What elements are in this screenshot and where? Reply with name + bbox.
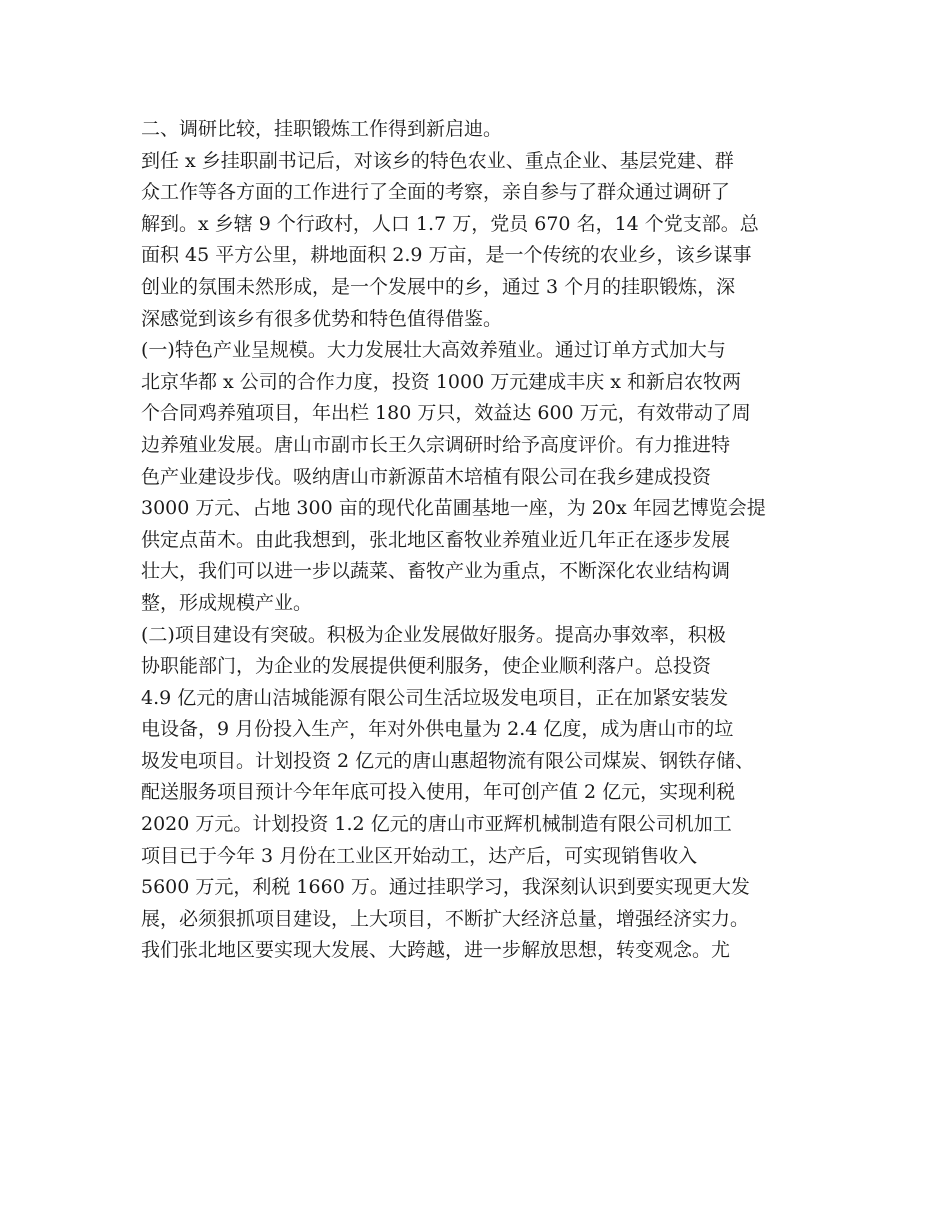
text-line: 边养殖业发展。唐山市副市长王久宗调研时给予高度评价。有力推进特 xyxy=(141,433,731,456)
text-line: 电设备，9 月份投入生产，年对外供电量为 2.4 亿度，成为唐山市的垃 xyxy=(141,718,734,741)
text-line: 北京华都 x 公司的合作力度，投资 1000 万元建成丰庆 x 和新启农牧两 xyxy=(141,370,742,393)
text-line: 2020 万元。计划投资 1.2 亿元的唐山市亚辉机械制造有限公司机加工 xyxy=(141,813,732,836)
text-line: 解到。x 乡辖 9 个行政村，人口 1.7 万，党员 670 名，14 个党支部。总 xyxy=(141,212,759,235)
text-line: 展，必须狠抓项目建设，上大项目，不断扩大经济总量，增强经济实力。 xyxy=(141,907,750,930)
text-line: 我们张北地区要实现大发展、大跨越，进一步解放思想，转变观念。尤 xyxy=(141,939,731,962)
text-line: 创业的氛围未然形成，是一个发展中的乡，通过 3 个月的挂职锻炼，深 xyxy=(141,275,736,298)
text-line: 4.9 亿元的唐山洁城能源有限公司生活垃圾发电项目，正在加紧安装发 xyxy=(141,686,729,709)
text-line: 深感觉到该乡有很多优势和特色值得借鉴。 xyxy=(141,307,503,330)
subsection-line: (一)特色产业呈规模。大力发展壮大高效养殖业。通过订单方式加大与 xyxy=(141,339,726,362)
text-line: 众工作等各方面的工作进行了全面的考察，亲自参与了群众通过调研了 xyxy=(141,181,731,204)
text-line: 色产业建设步伐。吸纳唐山市新源苗木培植有限公司在我乡建成投资 xyxy=(141,465,712,488)
text-line: 个合同鸡养殖项目，年出栏 180 万只，效益达 600 万元，有效带动了周 xyxy=(141,402,751,425)
text-line: 到任 x 乡挂职副书记后，对该乡的特色农业、重点企业、基层党建、群 xyxy=(141,149,734,172)
text-line: 整，形成规模产业。 xyxy=(141,591,313,614)
text-line: 协职能部门，为企业的发展提供便利服务，使企业顺利落户。总投资 xyxy=(141,655,712,678)
text-line: 配送服务项目预计今年年底可投入使用，年可创产值 2 亿元，实现利税 xyxy=(141,781,736,804)
text-line: 3000 万元、占地 300 亩的现代化苗圃基地一座，为 20x 年园艺博览会提 xyxy=(141,497,766,520)
text-line: 壮大，我们可以进一步以蔬菜、畜牧产业为重点，不断深化农业结构调 xyxy=(141,560,731,583)
text-line: 面积 45 平方公里，耕地面积 2.9 万亩，是一个传统的农业乡，该乡谋事 xyxy=(141,244,752,267)
subsection-line: (二)项目建设有突破。积极为企业发展做好服务。提高办事效率，积极 xyxy=(141,623,726,646)
body-text xyxy=(141,114,831,967)
text-line: 圾发电项目。计划投资 2 亿元的唐山惠超物流有限公司煤炭、钢铁存储、 xyxy=(141,749,755,772)
section-heading: 二、调研比较，挂职锻炼工作得到新启迪。 xyxy=(141,118,503,140)
text-line: 项目已于今年 3 月份在工业区开始动工，达产后，可实现销售收入 xyxy=(141,844,698,867)
text-line: 5600 万元，利税 1660 万。通过挂职学习，我深刻认识到要实现更大发 xyxy=(141,876,750,899)
text-line: 供定点苗木。由此我想到，张北地区畜牧业养殖业近几年正在逐步发展 xyxy=(141,528,731,551)
